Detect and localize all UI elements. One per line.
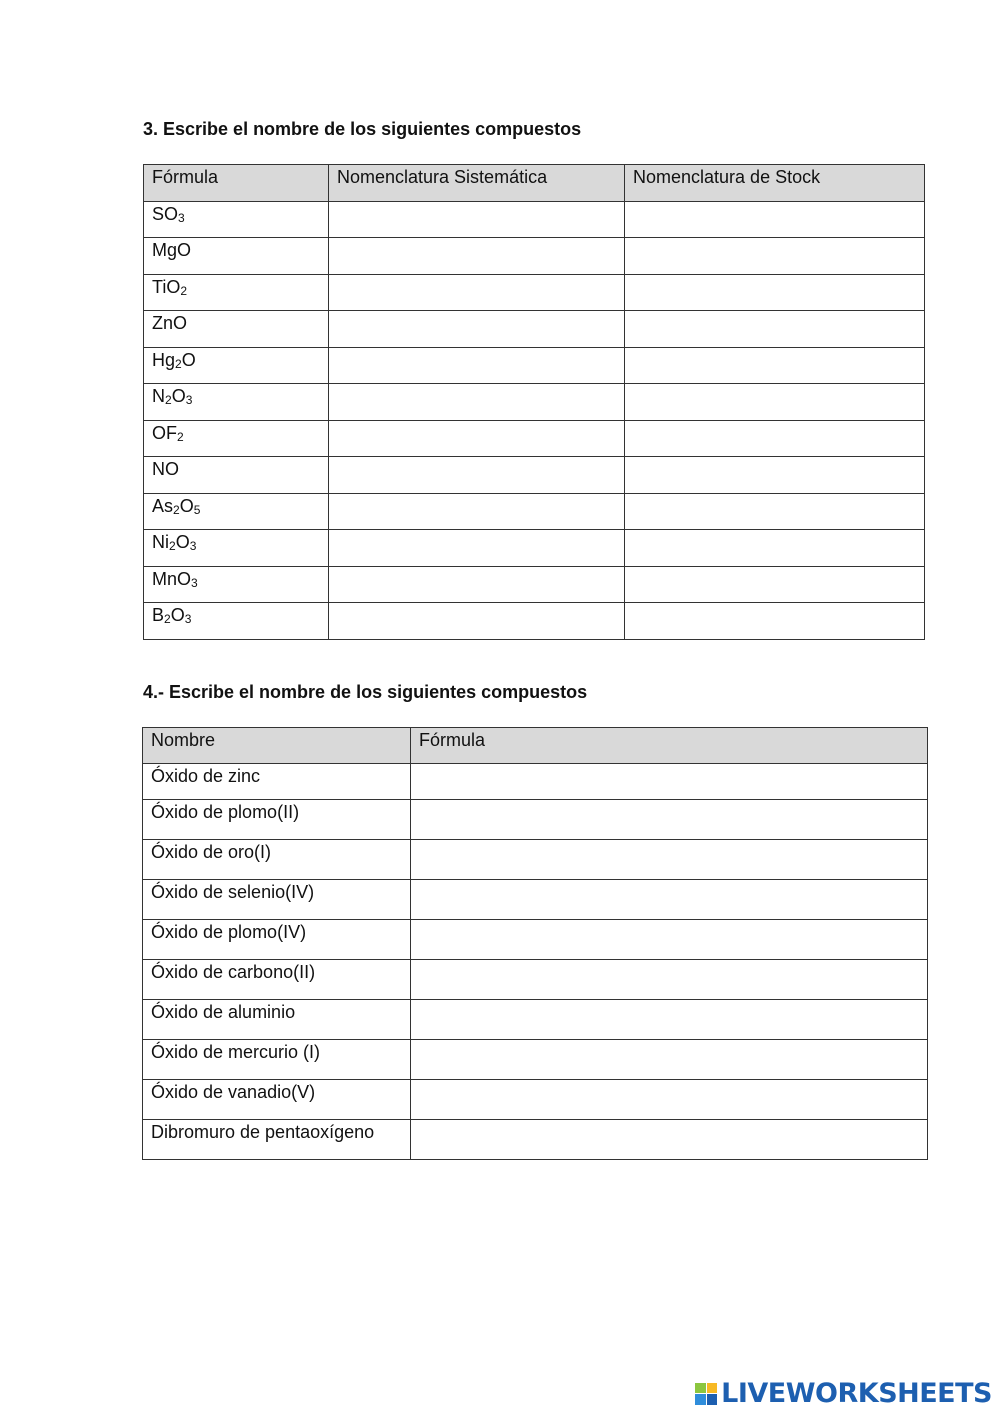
formula-subscript: 2 [177,429,184,444]
formula-answer-cell[interactable] [411,1000,928,1040]
formula-subscript: 3 [178,210,185,225]
table-row [143,1080,928,1120]
table-row [143,1000,928,1040]
table-row [144,603,925,640]
liveworksheets-logo-icon [695,1383,717,1405]
formula-subscript: 3 [191,575,198,590]
table-header-row [143,728,928,764]
formula-cell [144,603,329,640]
compound-name-cell: Óxido de zinc [143,764,411,800]
formula-cell [144,201,329,238]
table-row [144,530,925,567]
formula-subscript: 2 [175,356,182,371]
formula-cell [144,311,329,348]
formula-answer-cell[interactable] [411,840,928,880]
formula-subscript: 2 [164,612,171,626]
section-3-title: 3. Escribe el nombre de los siguientes compuestos [143,119,582,139]
header-formula: Fórmula [144,165,329,202]
table-row [144,457,925,494]
table-header-row [144,165,925,202]
formula-cell [144,347,329,384]
formula-cell [144,384,329,421]
logo-square [707,1383,718,1394]
formula-subscript: 2 [165,393,172,407]
stock-answer-cell[interactable] [625,347,925,384]
formula-answer-cell[interactable] [411,800,928,840]
formula-answer-cell[interactable] [411,1080,928,1120]
formula-symbol: NO [152,459,179,479]
table-row [143,840,928,880]
names-to-formula-table [142,727,928,1160]
liveworksheets-logo [695,1378,992,1409]
systematic-answer-cell[interactable] [329,384,625,421]
systematic-answer-cell[interactable] [329,347,625,384]
formula-symbol: SO [152,203,179,224]
formula-subscript: 2 [180,283,188,298]
oxides-naming-table [143,164,925,640]
compound-name-cell: Óxido de mercurio (I) [143,1040,411,1080]
stock-answer-cell[interactable] [625,457,925,494]
formula-cell [144,238,329,275]
compound-name-cell: Óxido de aluminio [143,1000,411,1040]
compound-name-cell: Óxido de plomo(II) [143,800,411,840]
stock-answer-cell[interactable] [625,566,925,603]
formula-answer-cell[interactable] [411,764,928,800]
formula-symbol: TiO [152,276,181,297]
systematic-answer-cell[interactable] [329,457,625,494]
logo-text: LIVEWORKSHEETS [721,1378,992,1409]
systematic-answer-cell[interactable] [329,493,625,530]
header-stock-nomenclature: Nomenclatura de Stock [625,165,925,202]
compound-name-cell: Óxido de plomo(IV) [143,920,411,960]
stock-answer-cell[interactable] [625,274,925,311]
formula-symbol: MnO [152,568,192,589]
formula-symbol: As [152,495,174,516]
formula-subscript: 3 [184,612,192,626]
header-formula: Fórmula [411,728,928,764]
compound-name-cell: Óxido de oro(I) [143,840,411,880]
header-systematic-nomenclature: Nomenclatura Sistemática [329,165,625,202]
systematic-answer-cell[interactable] [329,201,625,238]
table-row [144,274,925,311]
stock-answer-cell[interactable] [625,311,925,348]
stock-answer-cell[interactable] [625,384,925,421]
table-row [144,311,925,348]
formula-subscript: 3 [185,393,193,407]
compound-name-cell: Óxido de vanadio(V) [143,1080,411,1120]
compound-name-cell: Óxido de selenio(IV) [143,880,411,920]
formula-subscript: 5 [193,502,201,517]
table-row [144,201,925,238]
formula-symbol: N [152,386,165,406]
section-4-title: 4.- Escribe el nombre de los siguientes compuestos [143,682,588,702]
table-row [143,1040,928,1080]
compound-name-cell: Dibromuro de pentaoxígeno [143,1120,411,1160]
table-row [144,493,925,530]
formula-symbol: O [179,495,194,516]
header-name: Nombre [143,728,411,764]
logo-square [707,1394,718,1405]
formula-subscript: 3 [189,539,197,553]
table-row [143,800,928,840]
stock-answer-cell[interactable] [625,238,925,275]
formula-cell [144,493,329,530]
table-row [143,1120,928,1160]
formula-symbol: B [152,605,165,625]
formula-symbol: O [175,532,190,552]
stock-answer-cell[interactable] [625,201,925,238]
formula-cell [144,530,329,567]
systematic-answer-cell[interactable] [329,566,625,603]
formula-answer-cell[interactable] [411,1040,928,1080]
stock-answer-cell[interactable] [625,603,925,640]
formula-cell [144,566,329,603]
formula-symbol: O [171,386,186,406]
systematic-answer-cell[interactable] [329,274,625,311]
systematic-answer-cell[interactable] [329,530,625,567]
stock-answer-cell[interactable] [625,493,925,530]
table-row [143,920,928,960]
table-row [144,384,925,421]
formula-symbol: O [181,349,196,370]
formula-symbol: MgO [152,240,192,260]
formula-answer-cell[interactable] [411,960,928,1000]
formula-answer-cell[interactable] [411,880,928,920]
logo-square [695,1394,706,1405]
table-row [143,960,928,1000]
formula-symbol: O [170,605,185,625]
formula-subscript: 2 [169,539,176,553]
table-row [143,880,928,920]
formula-cell [144,457,329,494]
systematic-answer-cell[interactable] [329,311,625,348]
formula-cell [144,420,329,457]
formula-symbol: ZnO [152,313,188,333]
systematic-answer-cell[interactable] [329,603,625,640]
systematic-answer-cell[interactable] [329,238,625,275]
table-row [144,238,925,275]
compound-name-cell: Óxido de carbono(II) [143,960,411,1000]
formula-symbol: Ni [152,532,169,552]
formula-symbol: OF [152,422,177,443]
systematic-answer-cell[interactable] [329,420,625,457]
formula-cell [144,274,329,311]
stock-answer-cell[interactable] [625,420,925,457]
formula-answer-cell[interactable] [411,920,928,960]
table-row [144,347,925,384]
formula-symbol: Hg [152,349,176,370]
table-row [143,764,928,800]
stock-answer-cell[interactable] [625,530,925,567]
logo-square [695,1383,706,1394]
table-row [144,566,925,603]
table-row [144,420,925,457]
formula-subscript: 2 [173,502,180,517]
formula-answer-cell[interactable] [411,1120,928,1160]
